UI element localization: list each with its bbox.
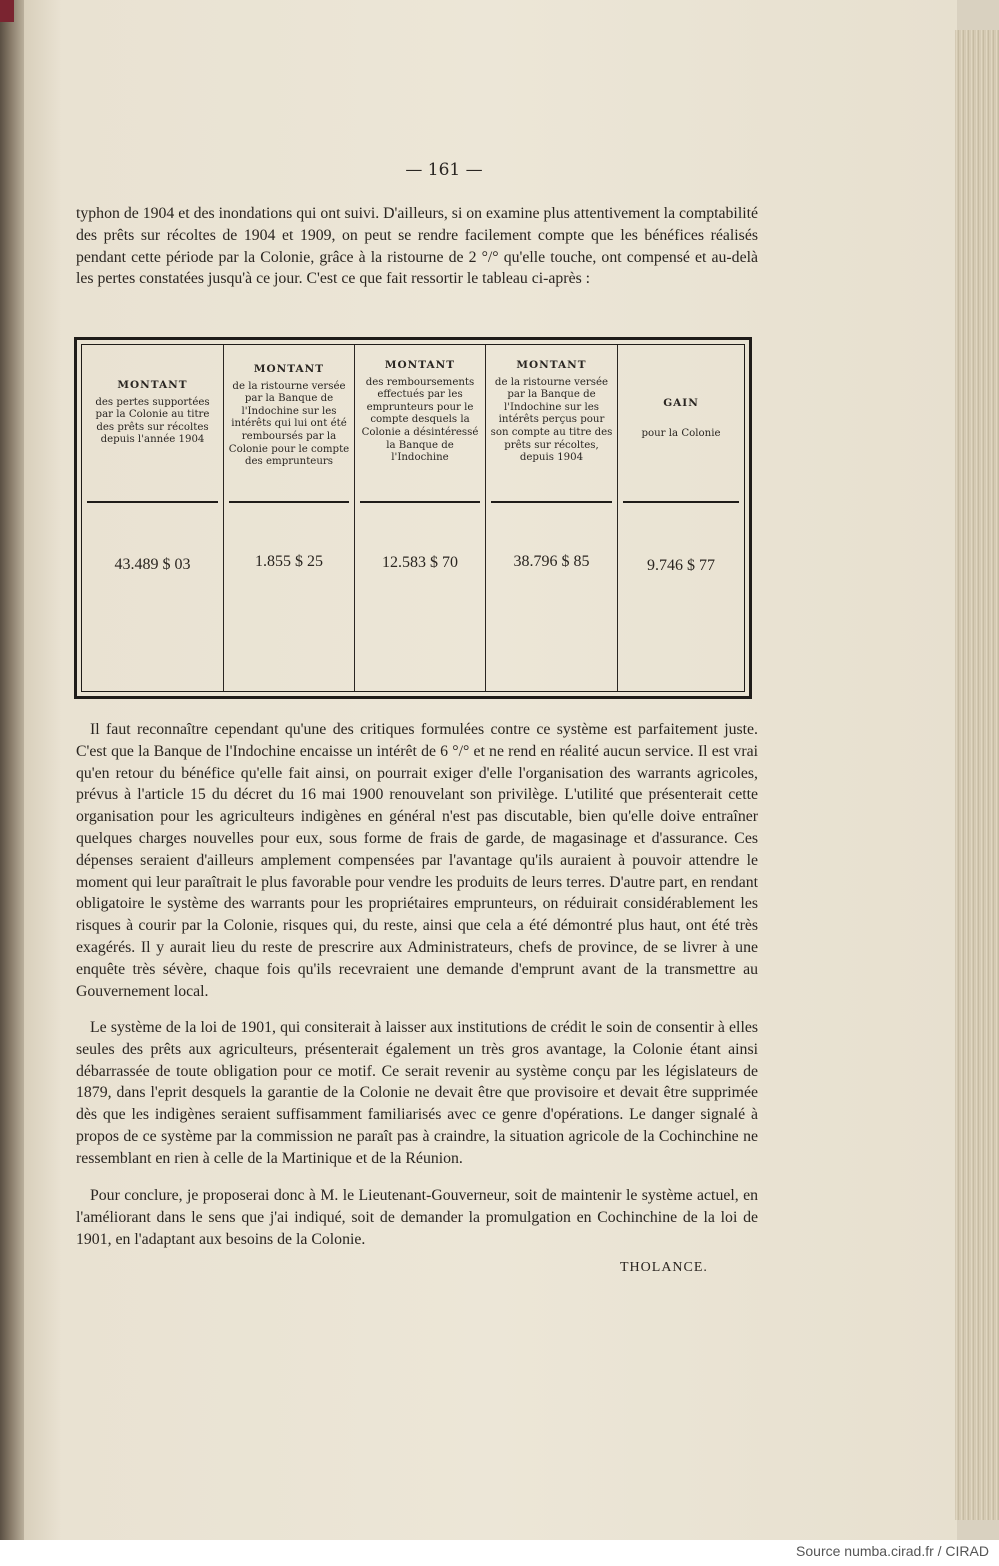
- column-title: MONTANT: [253, 363, 325, 375]
- column-rule: [87, 501, 218, 503]
- column-description: des pertes supportées par la Colonie au titre des prêts sur récoltes depuis l'année 1904: [95, 396, 210, 446]
- summary-table: [74, 337, 752, 699]
- column-rule: [491, 501, 612, 503]
- column-rule: [229, 501, 349, 503]
- column-description: de la ristourne versée par la Banque de l'Indochine sur les intérêts qui lui ont été remboursés par la Colonie pour le compte des emprunteurs: [228, 380, 350, 468]
- column-title: MONTANT: [516, 359, 587, 371]
- binding-ribbon: [0, 0, 14, 22]
- body-paragraph: Pour conclure, je proposerai donc à M. le Lieutenant-Gouverneur, soit de maintenir le système actuel, en l'améliorant dans le sens que j'ai indiqué, soit de demander la promulgation en Cochinchine de la loi de 1901, en l'adaptant aux besoins de la Colonie.: [76, 1187, 758, 1248]
- table-column: [618, 345, 744, 691]
- column-value: 38.796 $ 85: [513, 553, 590, 570]
- column-header: [622, 397, 740, 440]
- column-description: pour la Colonie: [641, 427, 721, 439]
- intro-paragraph: typhon de 1904 et des inondations qui ont suivi. D'ailleurs, si on examine plus attentivement la comptabilité des prêts sur récoltes de 1904 et 1909, on peut se rendre facilement compte que les bénéfices réalisés pendant cette période par la Colonie, grâce à la ristourne de 2 °/° qu'elle touche, ont compensé et au-delà les pertes constatées jusqu'à ce jour. C'est ce que fait ressortir le tableau ci-après :: [76, 205, 758, 288]
- table-column: [486, 345, 618, 691]
- column-value: 9.746 $ 77: [647, 557, 715, 574]
- column-header: [86, 379, 219, 447]
- column-header: [490, 359, 613, 465]
- table-column: [355, 345, 486, 691]
- column-title: MONTANT: [117, 379, 188, 391]
- column-rule: [360, 501, 480, 503]
- body-paragraph: Il faut reconnaître cependant qu'une des critiques formulées contre ce système est parfaitement juste. C'est que la Banque de l'Indochine encaisse un intérêt de 6 °/° et ne rend en réalité aucun service. Il est vrai qu'en retour du bénéfice qu'elle fait ainsi, on pourrait exiger d'elle l'organisation des warrants agricoles, prévus à l'article 15 du décret du 16 mai 1900 renouvelant son privilège. L'utilité que présenterait cette organisation pour les agriculteurs indigènes en général n'est pas discutable, bien qu'elle doive entraîner quelques charges nouvelles pour eux, sous forme de frais de garde, de magasinage et d'assurance. Ces dépenses seraient d'ailleurs amplement compensées par l'avantage qu'ils auraient à pouvoir attendre le moment qui leur paraîtrait le plus favorable pour vendre les produits de leurs terres. D'autre part, en rendant obligatoire le système des warrants pour les propriétaires emprunteurs, on réduirait considérablement les risques à courir par la Colonie, risques qui, du reste, ainsi que cela a été démontré plus haut, ont été très exagérés. Il y aurait lieu du reste de prescrire aux Administrateurs, chefs de province, de se livrer à une enquête très sévère, chaque fois qu'ils recevraient une demande d'emprunt avant de la transmettre au Gouvernement local.: [76, 721, 758, 1000]
- column-title: MONTANT: [384, 359, 456, 371]
- page-number: — 161 —: [405, 160, 483, 180]
- page-edges: [955, 30, 999, 1520]
- column-title: GAIN: [663, 397, 699, 409]
- column-header: [228, 363, 350, 469]
- table-column: [82, 345, 224, 691]
- column-value: 1.855 $ 25: [255, 553, 323, 570]
- column-value: 43.489 $ 03: [114, 556, 191, 573]
- column-header: [359, 359, 481, 465]
- page: [24, 0, 957, 1540]
- column-rule: [623, 501, 739, 503]
- signature: THOLANCE.: [620, 1260, 708, 1275]
- column-description: de la ristourne versée par la Banque de l'Indochine sur les intérêts perçus pour son compte au titre des prêts sur récoltes, depuis 1904: [490, 376, 613, 464]
- column-description: des remboursements effectués par les emprunteurs pour le compte desquels la Colonie a désintéressé la Banque de l'Indochine: [361, 376, 479, 464]
- table-column: [224, 345, 355, 691]
- source-caption: Source numba.cirad.fr / CIRAD: [796, 1543, 989, 1559]
- summary-table-inner: [81, 344, 745, 692]
- body-paragraph: Le système de la loi de 1901, qui consiterait à laisser aux institutions de crédit le soin de consentir à elles seules des prêts aux agriculteurs, présenterait également un très gros avantage, la Colonie étant ainsi débarrassée de toute obligation pour ce motif. Ce serait revenir au système conçu par les législateurs de 1879, dans l'eprit desquels la garantie de la Colonie ne devait être que provisoire et devait être supprimée dès que les indigènes seraient suffisamment familiarisés avec ce genre d'opérations. Le danger signalé à propos de ce système par la commission ne paraît pas à craindre, la situation agricole de la Cochinchine ne ressemblant en rien à celle de la Martinique et de la Réunion.: [76, 1019, 758, 1167]
- column-value: 12.583 $ 70: [382, 554, 458, 571]
